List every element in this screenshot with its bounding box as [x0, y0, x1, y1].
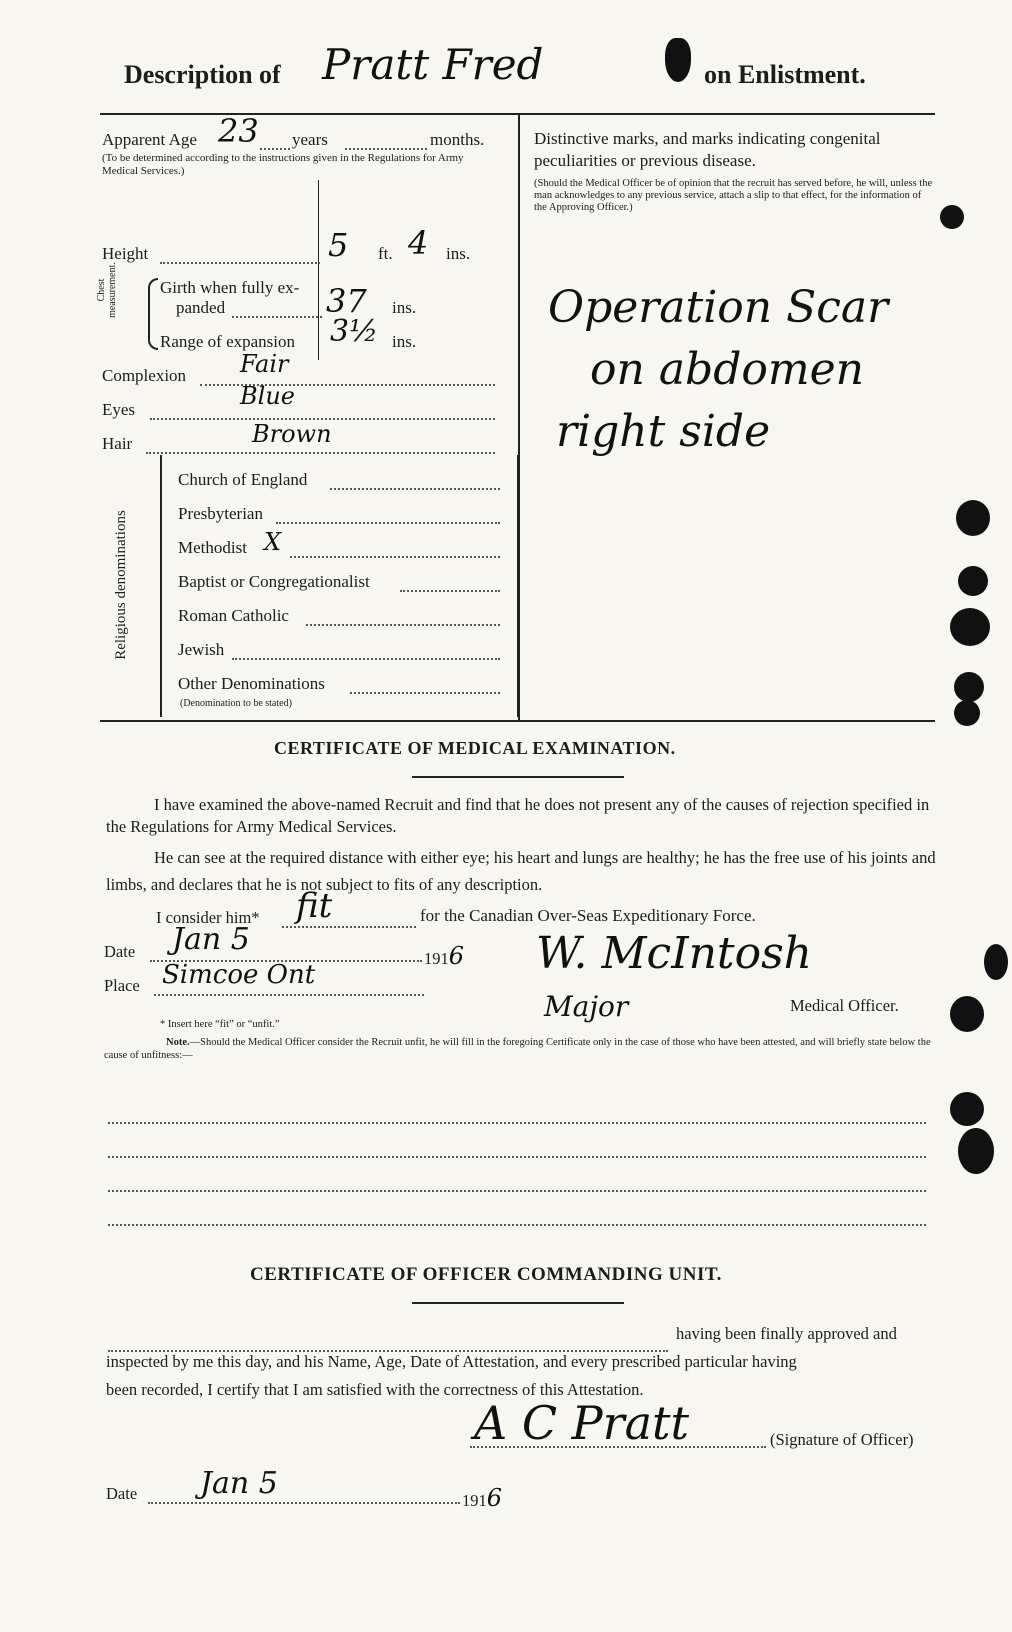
medical-date-label: Date	[104, 942, 136, 961]
medical-para-1: I have examined the above-named Recruit and find that he does not present any of the causes of rejection specified in the Regulations for Army Medical Services.	[106, 795, 930, 836]
place-value: Simcoe Ont	[162, 960, 316, 990]
marks-line-3: right side	[556, 406, 771, 457]
religion-church-of-england: Church of England	[178, 470, 308, 489]
punch-hole	[958, 566, 988, 596]
punch-hole	[950, 996, 984, 1032]
marks-line-2: on abdomen	[590, 344, 864, 395]
insert-note: * Insert here “fit” or “unfit.”	[160, 1019, 280, 1030]
medical-year	[424, 942, 464, 970]
medical-date-value: Jan 5	[172, 922, 250, 957]
height-in-value: 4	[408, 224, 429, 262]
range-label: Range of expansion	[160, 332, 296, 351]
note-text: —Should the Medical Officer consider the Recruit unfit, he will fill in the foregoing Certificate only in the case of those who have been attested, and will briefly state below the cause of unfitness:—	[104, 1037, 931, 1061]
girth-label-2: panded	[176, 298, 226, 317]
unfitness-line-3	[108, 1190, 926, 1192]
punch-hole	[940, 205, 964, 229]
bottom-rule	[100, 720, 935, 722]
distinctive-marks-note: (Should the Medical Officer be of opinion that the recruit has served before, he will, unless the man acknowledges to any previous service, attach a slip to that effect, for the information of the Approving Officer.)	[534, 178, 933, 213]
denomination-note: (Denomination to be stated)	[180, 698, 292, 709]
note-label: Note.	[166, 1037, 190, 1048]
ins-label-height: ins.	[446, 244, 471, 263]
eyes-value: Blue	[240, 382, 295, 410]
religion-methodist: Methodist	[178, 538, 247, 557]
eyes-label: Eyes	[102, 400, 136, 419]
unfitness-note	[104, 1036, 936, 1062]
range-value: 3½	[330, 314, 379, 349]
consider-label: I consider him*	[156, 908, 260, 927]
force-label	[420, 906, 756, 926]
commanding-line-3: been recorded, I certify that I am satisfied with the correctness of this Attestation.	[106, 1380, 644, 1399]
religion-mark: X	[264, 528, 282, 556]
recruit-name: Pratt Fred	[322, 40, 544, 89]
religion-baptist: Baptist or Congregationalist	[178, 572, 370, 591]
measure-divider	[318, 180, 319, 360]
ins-label-range: ins.	[392, 332, 417, 351]
header-suffix: on Enlistment.	[704, 60, 866, 89]
commanding-year	[462, 1484, 502, 1512]
fitness-value: fit	[296, 886, 333, 926]
unfitness-line-2	[108, 1156, 926, 1158]
punch-hole	[958, 1128, 994, 1174]
punch-hole	[950, 1092, 984, 1126]
ft-label: ft.	[378, 244, 393, 263]
medical-officer-signature: W. McIntosh	[536, 928, 813, 979]
medical-year-print: 191	[424, 949, 449, 968]
medical-officer-label: Medical Officer.	[790, 996, 899, 1015]
age-value: 23	[218, 112, 259, 150]
commanding-date-value: Jan 5	[200, 1466, 278, 1501]
commanding-year-print: 191	[462, 1491, 487, 1510]
age-note: (To be determined according to the instructions given in the Regulations for Army Medical Services.)	[102, 152, 464, 177]
commanding-line-1: having been finally approved and	[676, 1324, 897, 1343]
height-ft-value: 5	[328, 226, 349, 264]
header-prefix: Description of	[124, 60, 281, 89]
force-text: for the Canadian Over-Seas Expeditionary Force.	[420, 906, 756, 925]
commanding-line-2: inspected by me this day, and his Name, Age, Date of Attestation, and every prescribed particular having	[106, 1352, 797, 1371]
religion-roman-catholic: Roman Catholic	[178, 606, 289, 625]
commanding-date-label: Date	[106, 1484, 138, 1503]
marks-line-1: Operation Scar	[548, 282, 889, 333]
ink-blot	[665, 38, 691, 82]
girth-value: 37	[326, 282, 367, 320]
girth-label-1: Girth when fully ex-	[160, 278, 300, 297]
commanding-signature: A C Pratt	[474, 1396, 689, 1450]
distinctive-marks-title: Distinctive marks, and marks indicating congenital peculiarities or previous disease.	[534, 129, 881, 170]
ins-label-girth: ins.	[392, 298, 417, 317]
religion-label: Religious denominations	[113, 510, 129, 660]
medical-year-hand: 6	[448, 942, 465, 970]
chest-bracket	[148, 278, 158, 350]
place-label: Place	[104, 976, 140, 995]
age-label: Apparent Age	[102, 130, 197, 149]
commanding-title: CERTIFICATE OF OFFICER COMMANDING UNIT.	[250, 1264, 722, 1285]
punch-hole	[956, 500, 990, 536]
commanding-year-hand: 6	[486, 1484, 503, 1512]
punch-hole	[984, 944, 1008, 980]
chest-label: Chest measurement.	[96, 262, 118, 318]
punch-hole	[950, 608, 990, 646]
religion-presbyterian: Presbyterian	[178, 504, 263, 523]
hair-value: Brown	[252, 420, 332, 448]
commanding-signature-label: (Signature of Officer)	[770, 1430, 914, 1449]
months-label: months.	[430, 130, 485, 149]
medical-title: CERTIFICATE OF MEDICAL EXAMINATION.	[274, 738, 676, 758]
height-label: Height	[102, 244, 149, 263]
unfitness-line-1	[108, 1122, 926, 1124]
years-label: years	[292, 130, 328, 149]
religion-jewish: Jewish	[178, 640, 225, 659]
hair-label: Hair	[102, 434, 133, 453]
complexion-label: Complexion	[102, 366, 187, 385]
complexion-value: Fair	[240, 350, 289, 378]
medical-title-rule	[412, 776, 624, 778]
punch-hole	[954, 672, 984, 702]
commanding-title-rule	[412, 1302, 624, 1304]
medical-officer-rank: Major	[544, 990, 629, 1023]
religion-other: Other Denominations	[178, 674, 325, 693]
medical-para-2: He can see at the required distance with either eye; his heart and lungs are healthy; he has the free use of his joints and limbs, and declares that he is not subject to fits of any description.	[106, 848, 936, 894]
punch-hole	[954, 700, 980, 726]
unfitness-line-4	[108, 1224, 926, 1226]
